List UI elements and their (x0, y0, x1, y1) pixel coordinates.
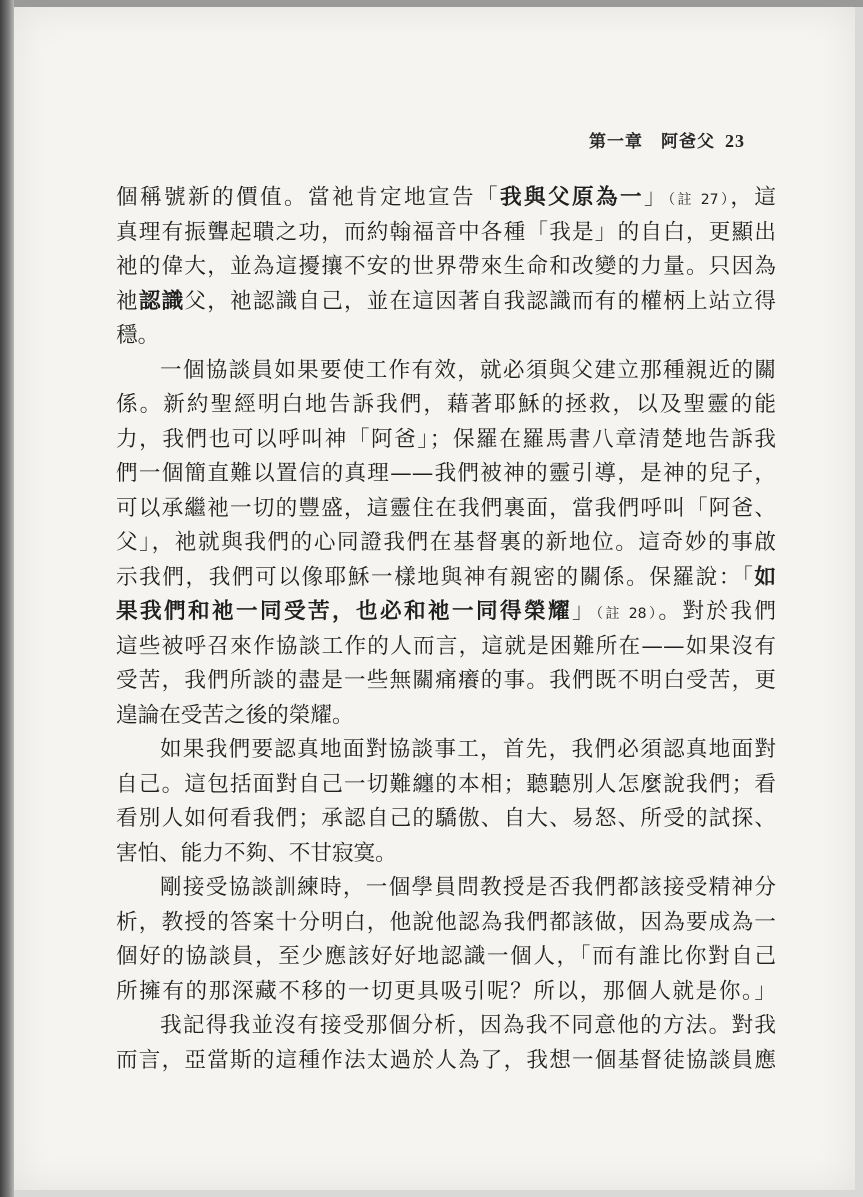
text-line (116, 1009, 776, 1044)
text-run: 如果我們要認真地面對協談事工，首先，我們必須認真地面對 (160, 737, 776, 762)
text-line (116, 837, 776, 872)
text-line (116, 733, 776, 768)
text-line (116, 423, 776, 458)
text-run: 」 (572, 599, 597, 624)
text-line (116, 630, 776, 665)
text-line (116, 526, 776, 561)
emphasis-text: 我與父原為一 (500, 185, 645, 210)
emphasis-text: 果我們和祂一同受苦，也必和祂一同得榮耀 (116, 599, 573, 624)
emphasis-text: 認識 (138, 288, 185, 314)
text-line (116, 388, 776, 423)
text-line (116, 319, 776, 354)
text-run: ，這 (730, 185, 776, 210)
text-run: 個好的協談員，至少應該好好地認識一個人，「而有誰比你對自己 (116, 944, 776, 969)
footnote-ref: （註 28） (596, 606, 659, 622)
text-run: 一個協談員如果要使工作有效，就必須與父建立那種親近的關 (160, 357, 776, 383)
text-run: 剛接受協談訓練時，一個學員問教授是否我們都該接受精神分 (160, 875, 776, 900)
book-page (14, 7, 855, 1190)
page-number: 23 (725, 131, 745, 151)
page-top-edge (14, 0, 863, 7)
text-line (116, 871, 776, 906)
text-run: 父」，祂就與我們的心同證我們在基督裏的新地位。這奇妙的事啟 (116, 530, 776, 555)
text-run: 穩。 (116, 323, 160, 348)
text-run: 可以承繼祂一切的豐盛，這靈住在我們裏面，當我們呼叫「阿爸、 (116, 495, 776, 521)
text-line (116, 561, 776, 596)
text-line (116, 768, 776, 803)
text-run: 這些被呼召來作協談工作的人而言，這就是困難所在——如果沒有 (116, 633, 776, 659)
text-run: 力，我們也可以呼叫神「阿爸」；保羅在羅馬書八章清楚地告訴我 (116, 426, 776, 452)
text-run: 受苦，我們所談的盡是一些無關痛癢的事。我們既不明白受苦，更 (116, 668, 776, 693)
text-line (116, 492, 776, 527)
text-line (116, 250, 776, 285)
text-run: 父，祂認識自己，並在這因著自我認識而有的權柄上站立得 (184, 288, 776, 314)
text-line (116, 1044, 776, 1079)
text-line (116, 940, 776, 975)
footnote-ref: （註 27） (668, 192, 731, 208)
text-run: 。對於我們 (658, 599, 776, 624)
text-run: 而言，亞當斯的這種作法太過於人為了，我想一個基督徒協談員應 (116, 1047, 776, 1073)
text-line (116, 664, 776, 699)
text-run: 」 (644, 185, 669, 210)
text-run: 所擁有的那深藏不移的一切更具吸引呢？所以，那個人就是你。」 (116, 978, 776, 1004)
running-head (589, 127, 745, 152)
text-run: 遑論在受苦之後的榮耀。 (116, 702, 354, 728)
text-run: 個稱號新的價值。當祂肯定地宣告「 (116, 185, 501, 210)
text-run: 看別人如何看我們；承認自己的驕傲、自大、易怒、所受的試探、 (116, 806, 776, 831)
text-line (116, 457, 776, 492)
text-run: 示我們，我們可以像耶穌一樣地與神有親密的關係。保羅說：「 (116, 564, 755, 590)
text-line (116, 216, 776, 251)
text-line (116, 181, 776, 216)
text-line (116, 595, 776, 630)
emphasis-text: 如 (754, 564, 776, 590)
book-binding-edge (0, 0, 14, 1197)
text-line (116, 285, 776, 320)
text-run: 自己。這包括面對自己一切難纏的本相；聽聽別人怎麼說我們；看 (116, 771, 776, 797)
text-line (116, 699, 776, 734)
body-text (116, 181, 776, 1078)
text-run: 析，教授的答案十分明白，他說他認為我們都該做，因為要成為一 (116, 909, 776, 935)
text-run: 害怕、能力不夠、不甘寂寞。 (116, 840, 397, 866)
text-line (116, 802, 776, 837)
text-line (116, 975, 776, 1010)
text-run: 係。新約聖經明白地告訴我們，藉著耶穌的拯救，以及聖靈的能 (116, 392, 776, 417)
text-run: 我記得我並沒有接受那個分析，因為我不同意他的方法。對我 (160, 1013, 776, 1038)
text-line (116, 906, 776, 941)
chapter-title: 第一章 阿爸父 (589, 132, 715, 152)
text-run: 祂的偉大，並為這擾攘不安的世界帶來生命和改變的力量。只因為 (116, 254, 776, 279)
text-line (116, 354, 776, 389)
text-run: 們一個簡直難以置信的真理——我們被神的靈引導，是神的兒子， (116, 461, 776, 486)
text-run: 真理有振聾起聵之功，而約翰福音中各種「我是」的自白，更顯出 (116, 219, 776, 245)
text-run: 祂 (116, 288, 139, 314)
